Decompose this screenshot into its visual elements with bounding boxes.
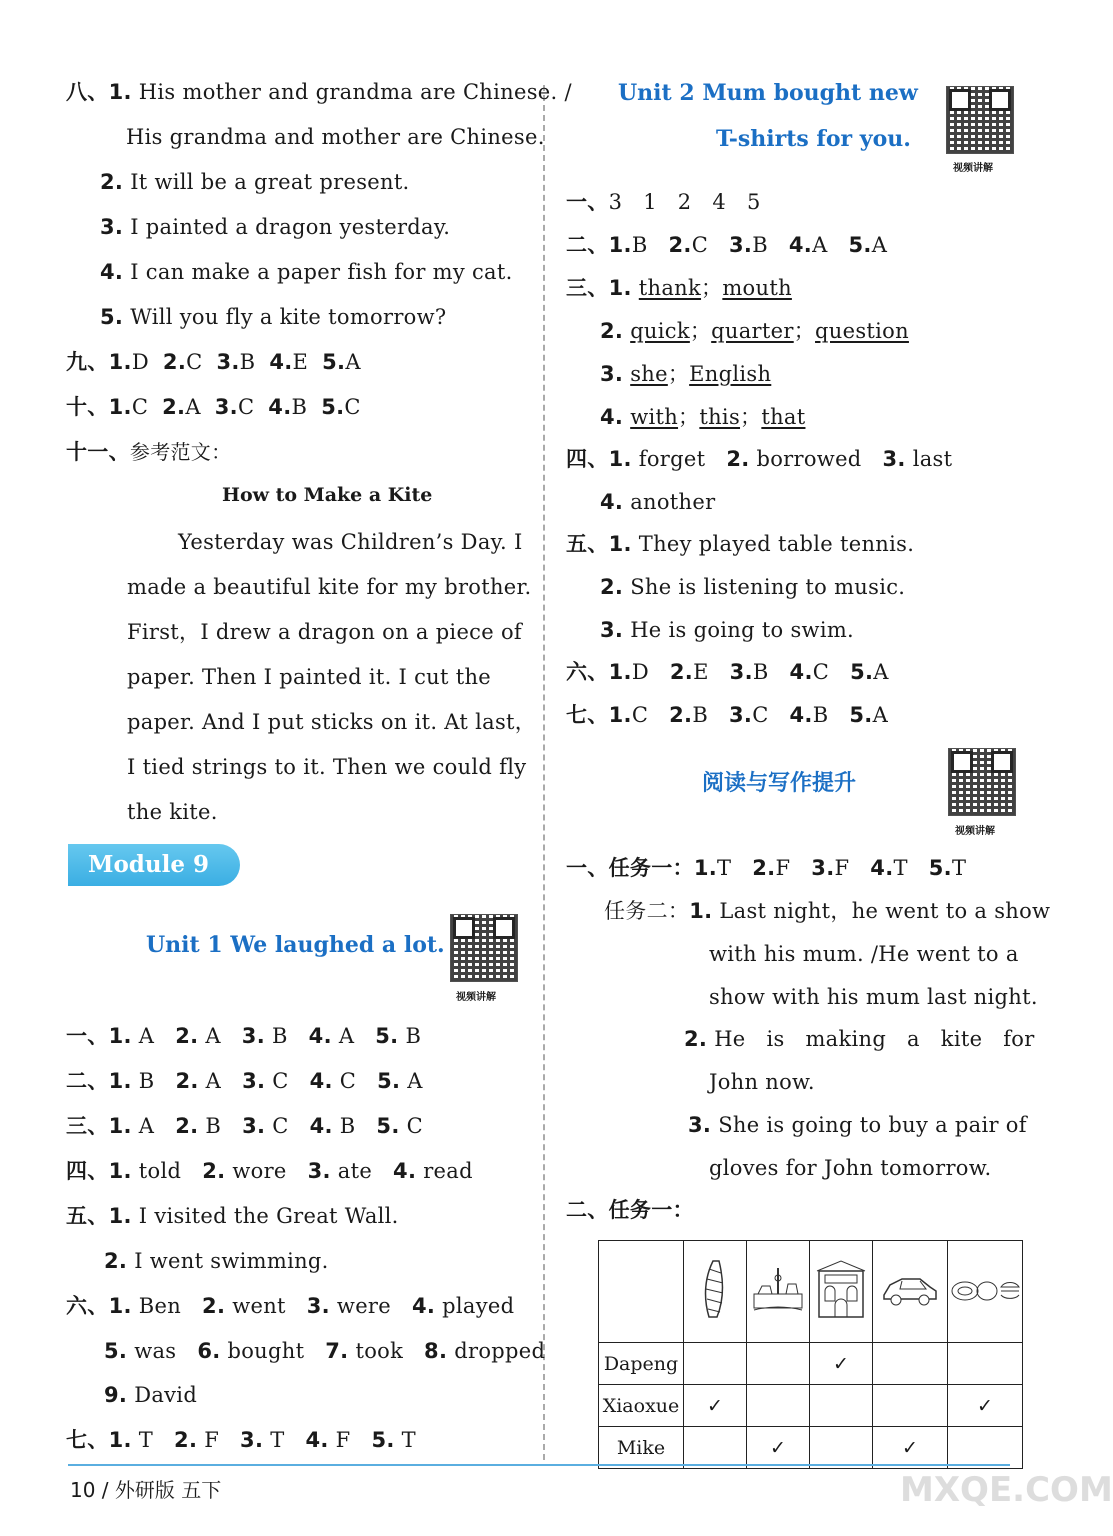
tower-city-icon [747, 1241, 810, 1343]
qr-code-icon[interactable] [946, 86, 1014, 154]
answer-table [598, 1240, 1023, 1469]
car-icon [873, 1241, 948, 1343]
great-wall-icon [684, 1241, 747, 1343]
qr-caption: 视频讲解 [953, 163, 993, 174]
check-mark: ✓ [948, 1385, 1023, 1427]
check-mark: ✓ [810, 1343, 873, 1385]
s9-answers: 九、1.D 2.C 3.B 4.E 5.A [66, 350, 361, 374]
page-footer: 10 / 外研版 五下 [70, 1478, 222, 1502]
task2-line-4: 2. He is making a kite for [684, 1027, 1035, 1051]
essay-line-3: First，I drew a dragon on a piece of [127, 620, 522, 644]
essay-line-6: I tied strings to it. Then we could fly [127, 755, 527, 779]
u1-r1: 一、1. A 2. A 3. B 4. A 5. B [66, 1024, 422, 1048]
qr-caption: 视频讲解 [456, 992, 496, 1003]
qr-code-icon[interactable] [450, 914, 518, 982]
u1-r3: 三、1. A 2. B 3. C 4. B 5. C [66, 1114, 423, 1138]
row-name: Mike [599, 1427, 684, 1469]
u2-r5-2: 2. She is listening to music. [600, 575, 906, 599]
u1-r6-1: 六、1. Ben 2. went 3. were 4. played [66, 1294, 515, 1318]
table-row [599, 1385, 1023, 1427]
qr-code-icon[interactable] [948, 748, 1016, 816]
s8-line-4: 3. I painted a dragon yesterday. [100, 215, 451, 239]
u2-r3-1: 三、1. thank；mouth [566, 276, 792, 300]
u2-r6: 六、1.D 2.E 3.B 4.C 5.A [566, 660, 889, 684]
u1-r6-3: 9. David [104, 1383, 198, 1407]
s8-line-1: 八、1. His mother and grandma are Chinese. / [66, 80, 572, 104]
table-row [599, 1343, 1023, 1385]
restaurant-icon [810, 1241, 873, 1343]
u1-r2: 二、1. B 2. A 3. C 4. C 5. A [66, 1069, 423, 1093]
s8-line-3: 2. It will be a great present. [100, 170, 410, 194]
table-row [599, 1427, 1023, 1469]
watermark-logo: MXQE.COM [900, 1470, 1113, 1510]
check-mark: ✓ [747, 1427, 810, 1469]
task2-line-1: 任务二：1. Last night，he went to a show [604, 899, 1051, 923]
column-divider [543, 85, 545, 1460]
u1-r6-2: 5. was 6. bought 7. took 8. dropped [104, 1339, 546, 1363]
u2-r4-2: 4. another [600, 490, 716, 514]
row-name: Xiaoxue [599, 1385, 684, 1427]
food-plates-icon [948, 1241, 1023, 1343]
u2-r3-4: 4. with；this；that [600, 405, 806, 429]
unit-2-title-line-1: Unit 2 Mum bought new [618, 80, 918, 106]
u2-r3-3: 3. she；English [600, 362, 772, 386]
unit-2-title-line-2: T-shirts for you. [716, 126, 911, 152]
essay-line-1: Yesterday was Children’s Day. I [178, 530, 523, 554]
s8-line-2: His grandma and mother are Chinese. [126, 125, 545, 149]
footer-rule [68, 1464, 1010, 1466]
table-corner [599, 1241, 684, 1343]
u1-r4: 四、1. told 2. wore 3. ate 4. read [66, 1159, 473, 1183]
u1-r7: 七、1. T 2. F 3. T 4. F 5. T [66, 1428, 416, 1452]
reading-r1: 一、任务一：1.T 2.F 3.F 4.T 5.T [566, 856, 967, 880]
u2-r4-1: 四、1. forget 2. borrowed 3. last [566, 447, 953, 471]
row-name: Dapeng [599, 1343, 684, 1385]
module-9-tab: Module 9 [68, 844, 240, 886]
essay-line-5: paper. And I put sticks on it. At last， [127, 710, 537, 734]
task2-line-2: with his mum. /He went to a [709, 942, 1019, 966]
task2-line-5: John now. [709, 1070, 815, 1094]
u2-r5-1: 五、1. They played table tennis. [566, 532, 915, 556]
qr-caption: 视频讲解 [955, 826, 995, 837]
s8-line-6: 5. Will you fly a kite tomorrow? [100, 305, 447, 329]
task2-line-7: gloves for John tomorrow. [709, 1156, 992, 1180]
u1-r5-2: 2. I went swimming. [104, 1249, 329, 1273]
u2-r3-2: 2. quick；quarter；question [600, 319, 909, 343]
essay-line-7: the kite. [127, 800, 218, 824]
essay-line-4: paper. Then I painted it. I cut the [127, 665, 492, 689]
u1-r5-1: 五、1. I visited the Great Wall. [66, 1204, 399, 1228]
check-mark: ✓ [873, 1427, 948, 1469]
unit-1-title: Unit 1 We laughed a lot. [146, 932, 445, 958]
u2-r7: 七、1.C 2.B 3.C 4.B 5.A [566, 703, 889, 727]
essay-line-2: made a beautiful kite for my brother. [127, 575, 532, 599]
essay-title: How to Make a Kite [222, 484, 433, 506]
task2-line-6: 3. She is going to buy a pair of [688, 1113, 1027, 1137]
reading-title: 阅读与写作提升 [702, 771, 857, 796]
check-mark: ✓ [684, 1385, 747, 1427]
u2-r1: 一、3 1 2 4 5 [566, 190, 761, 214]
task2-line-3: show with his mum last night. [709, 985, 1038, 1009]
u2-r2: 二、1.B 2.C 3.B 4.A 5.A [566, 233, 888, 257]
section-lead: 八、 [66, 80, 109, 104]
reading-r2: 二、任务一： [566, 1198, 694, 1222]
s10-answers: 十、1.C 2.A 3.C 4.B 5.C [66, 395, 361, 419]
u2-r5-3: 3. He is going to swim. [600, 618, 855, 642]
s11-heading: 十一、参考范文： [66, 440, 232, 464]
s8-line-5: 4. I can make a paper fish for my cat. [100, 260, 513, 284]
